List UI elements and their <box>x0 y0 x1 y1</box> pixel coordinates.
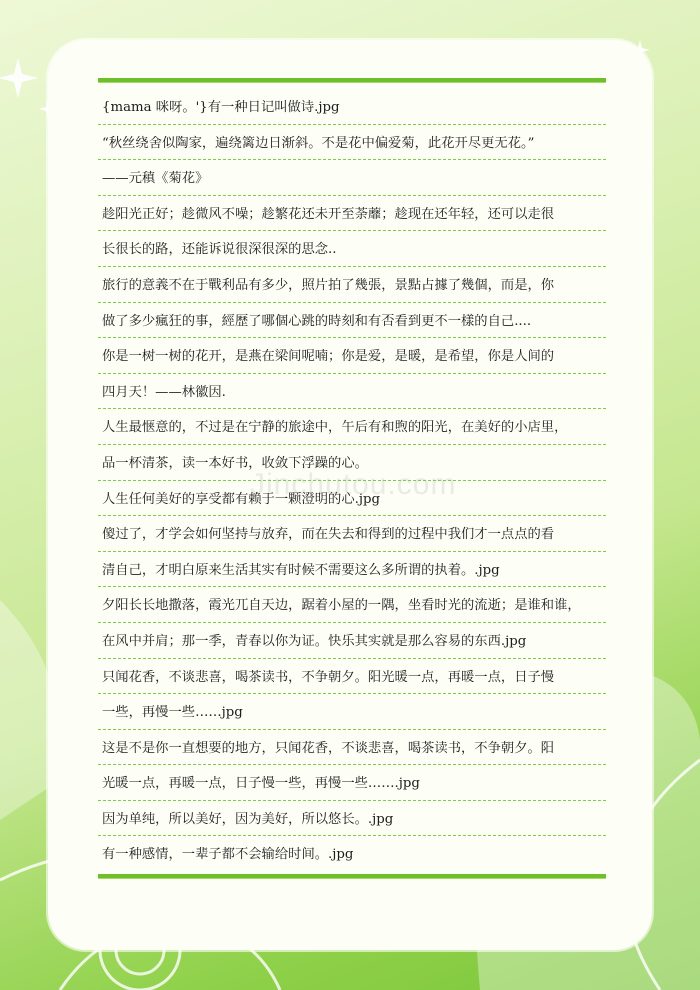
text-line: ——元稹《菊花》 <box>98 160 606 196</box>
watermark-text: Jinchutou.com <box>250 468 457 501</box>
text-line: 人生最惬意的，不过是在宁静的旅途中，午后有和煦的阳光，在美好的小店里， <box>98 409 606 445</box>
text-line: 这是不是你一直想要的地方，只闻花香，不谈悲喜，喝茶读书，不争朝夕。阳 <box>98 730 606 766</box>
text-line: 做了多少瘋狂的事，經歷了哪個心跳的時刻和有否看到更不一樣的自己.... <box>98 303 606 339</box>
text-line: “秋丝绕舍似陶家，遍绕篱边日渐斜。不是花中偏爱菊，此花开尽更无花。” <box>98 125 606 161</box>
text-line: 只闻花香，不谈悲喜，喝茶读书，不争朝夕。阳光暖一点，再暖一点，日子慢 <box>98 659 606 695</box>
text-line: 傻过了，才学会如何坚持与放弃，而在失去和得到的过程中我们才一点点的看 <box>98 516 606 552</box>
text-line: 你是一树一树的花开，是燕在梁间呢喃；你是爱，是暖，是希望，你是人间的 <box>98 338 606 374</box>
text-line: {mama 咪呀。'}有一种日记叫做诗.jpg <box>98 89 606 125</box>
text-line: 长很长的路，还能诉说很深很深的思念.. <box>98 231 606 267</box>
text-line: 一些，再慢一些……jpg <box>98 694 606 730</box>
text-line: 有一种感情，一辈子都不会输给时间。.jpg <box>102 847 354 863</box>
text-line: 品一杯清茶，读一本好书，收敛下浮躁的心。 <box>98 445 606 481</box>
text-line: 清自己，才明白原来生活其实有时候不需要这么多所谓的执着。.jpg <box>98 552 606 588</box>
text-line: 旅行的意義不在于戰利品有多少，照片拍了幾張，景點占據了幾個，而是，你 <box>98 267 606 303</box>
text-line: 人生任何美好的享受都有赖于一颗澄明的心.jpg <box>98 481 606 517</box>
text-line: 趁阳光正好；趁微风不噪；趁繁花还未开至荼蘼；趁现在还年轻，还可以走很 <box>98 196 606 232</box>
text-line: 光暖一点，再暖一点，日子慢一些，再慢一些…….jpg <box>98 765 606 801</box>
text-line: 夕阳长长地撒落，霞光兀自天边，踞着小屋的一隅，坐看时光的流逝；是谁和谁， <box>98 587 606 623</box>
top-rule <box>98 78 606 83</box>
bottom-rule <box>98 874 606 879</box>
text-line: 在风中并肩；那一季，青春以你为证。快乐其实就是那么容易的东西.jpg <box>98 623 606 659</box>
text-line: 因为单纯，所以美好，因为美好，所以悠长。.jpg <box>98 801 606 837</box>
text-line: 四月天！——林徽因. <box>98 374 606 410</box>
line-list <box>98 89 606 872</box>
text-area <box>98 78 606 879</box>
